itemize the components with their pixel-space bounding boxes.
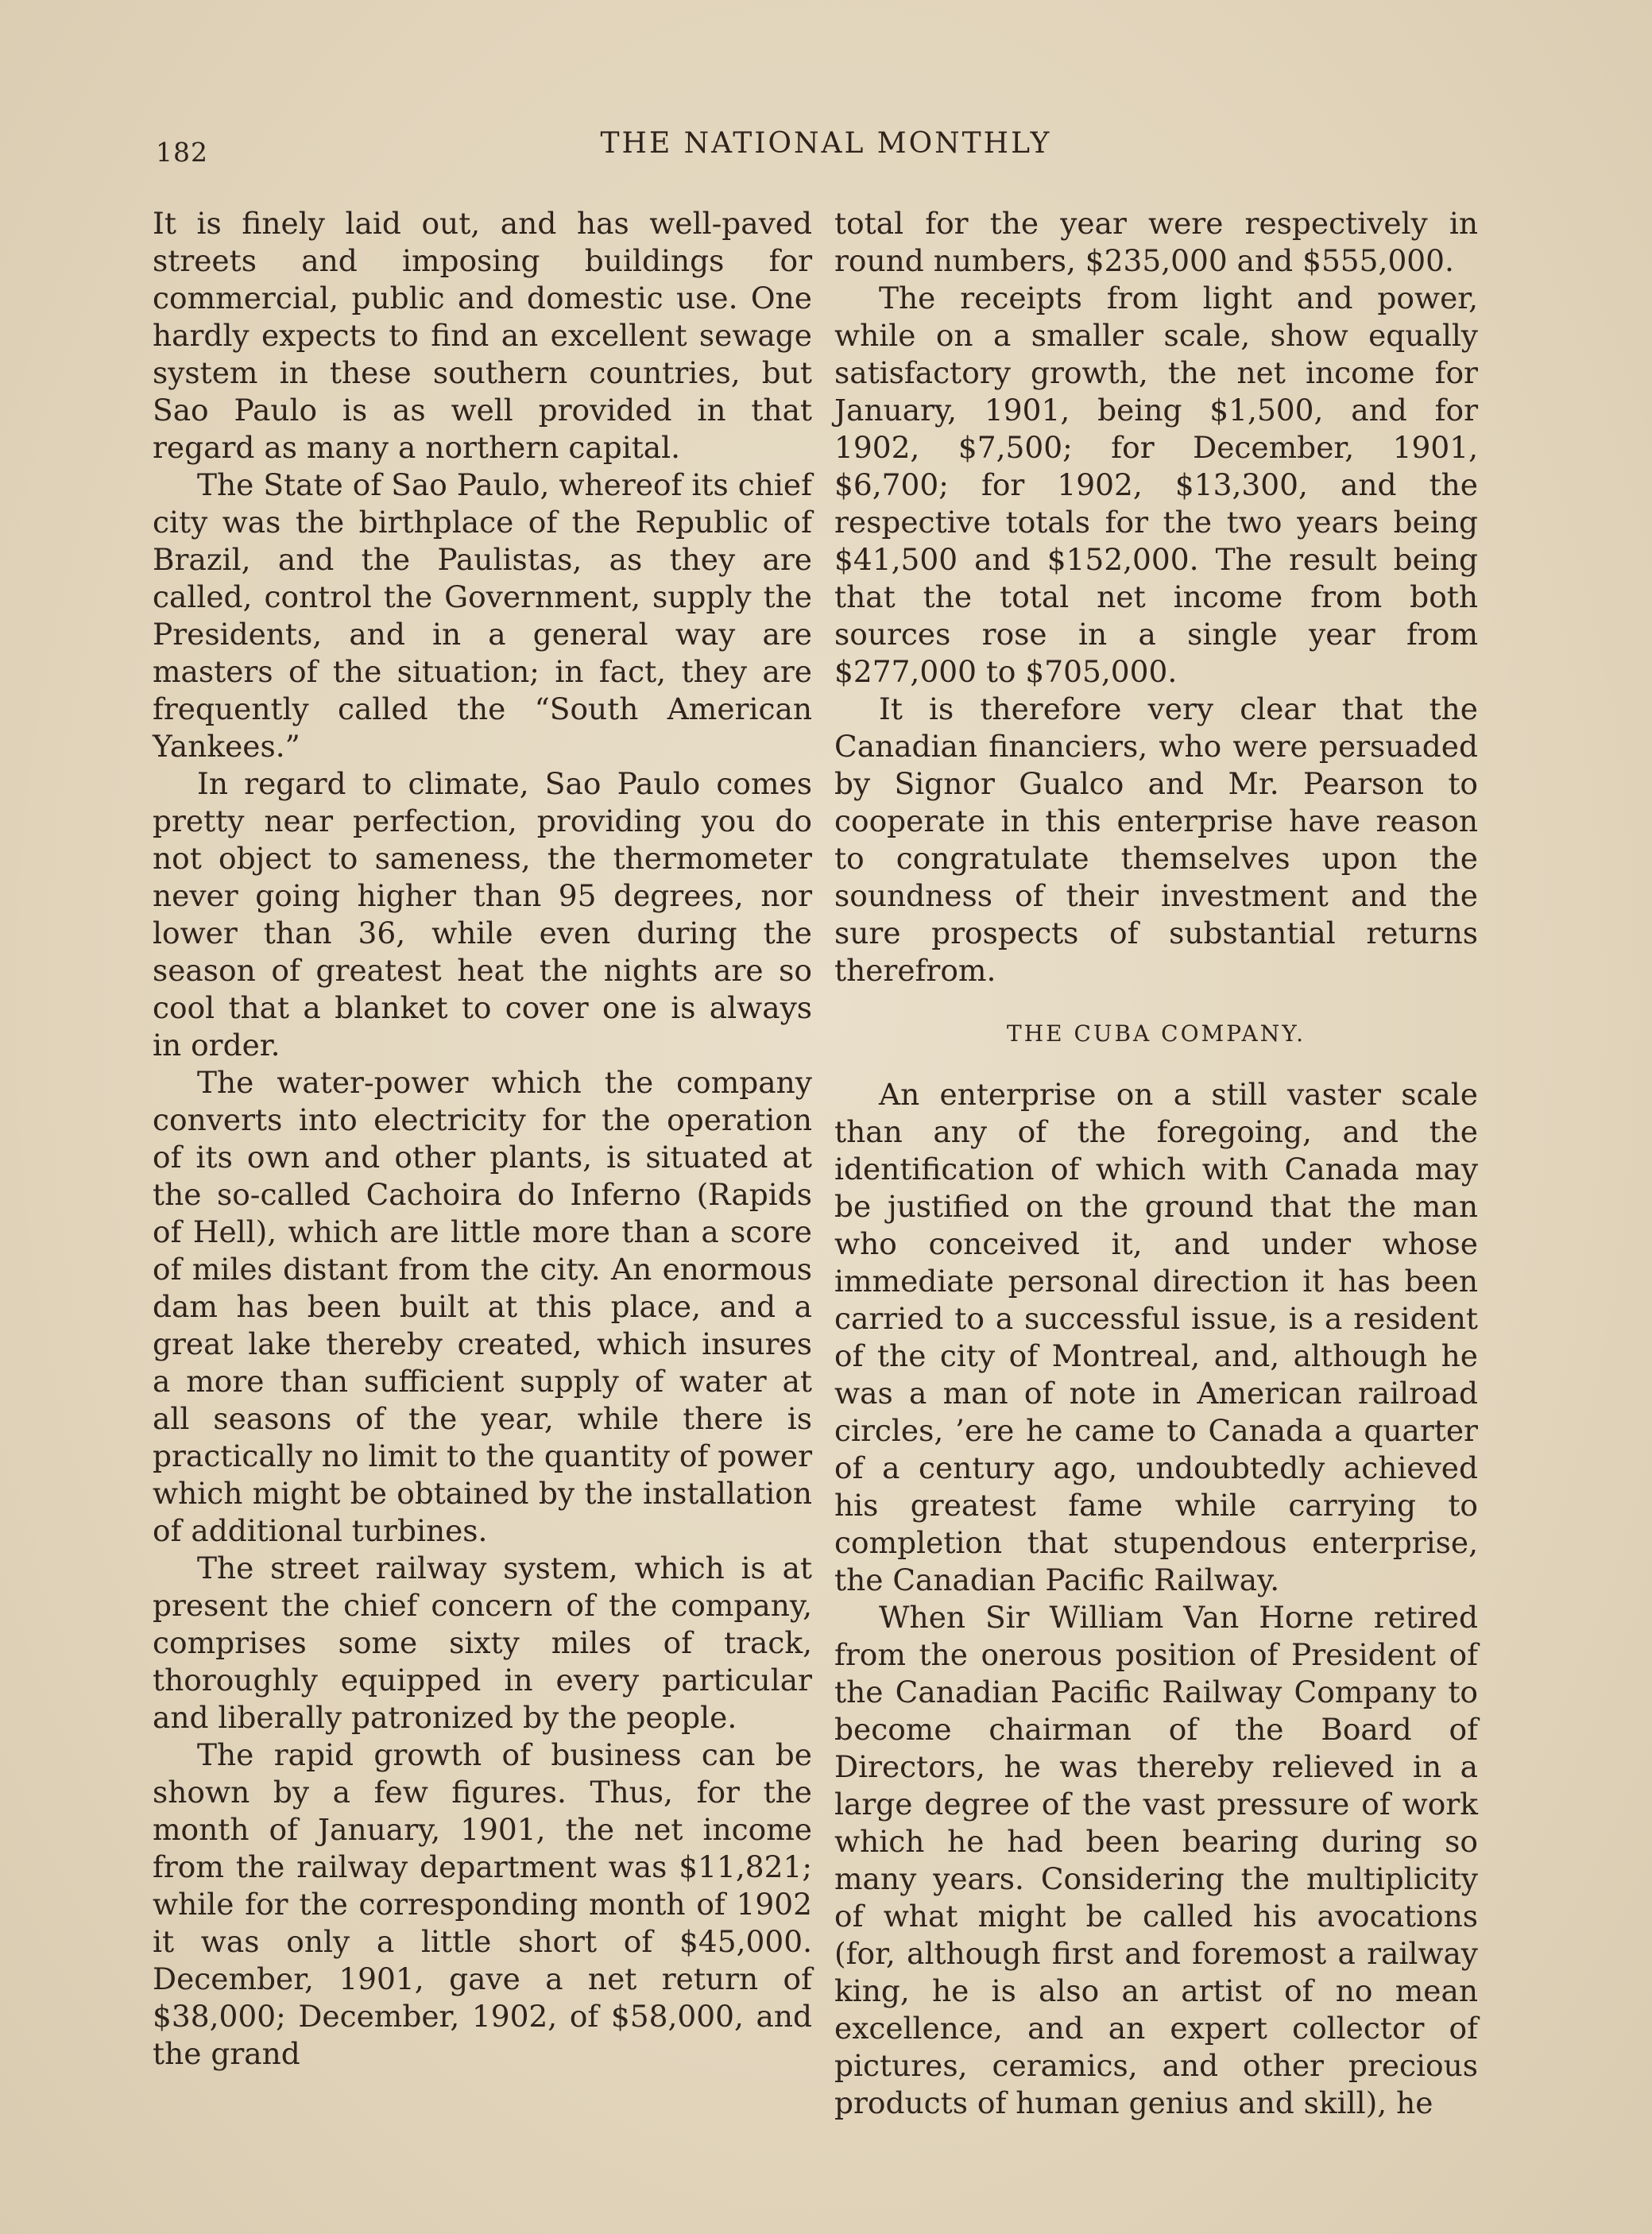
right-column [834, 205, 1478, 2122]
paragraph-vaster-enterprise: An enterprise on a still vaster scale than any of the foregoing, and the identification of which with Canada may be justified on the ground that the man who conceived it, and under whose immediate personal direction it has been carried to a successful issue, is a resident of the city of Montreal, and, although he was a man of note in American railroad circles, ’ere he came to Canada a quarter of a century ago, undoubtedly achieved his greatest fame while carrying to completion that stupendous enterprise, the Canadian Pacific Railway. [834, 1077, 1478, 1597]
running-head: THE NATIONAL MONTHLY [600, 127, 1052, 160]
paragraph-state-of-sao-paulo: The State of Sao Paulo, whereof its chief city was the birthplace of the Republic of Brazil, and the Paulistas, as they are called, control the Government, supply the Presidents, and in a general way are masters of the situation; in fact, they are frequently called the “South American Yankees.” [153, 467, 812, 764]
paragraph-van-horne: When Sir William Van Horne retired from the onerous position of President of the Canadian Pacific Railway Company to become chairman of the Board of Directors, he was thereby relieved in a large degree of the vast pressure of work which he had been bearing during so many years. Considering the multiplicity of what might be called his avocations (for, although first and foremost a railway king, he is also an artist of no mean excellence, and an expert collector of pictures, ceramics, and other precious products of human genius and skill), he [834, 1600, 1478, 2120]
paragraph-growth-figures: The rapid growth of business can be shown by a few figures. Thus, for the month of January, 1901, the net income from the railway department was $11,821; while for the corresponding month of 1902 it was only a little short of $45,000. December, 1901, gave a net return of $38,000; December, 1902, of $58,000, and the grand [153, 1737, 812, 2071]
section-heading-cuba-company: THE CUBA COMPANY. [1007, 1020, 1306, 1047]
paragraph-sao-paulo-city: It is finely laid out, and has well-paved streets and imposing buildings for commercial, public and domestic use. One hardly expects to find an excellent sewage system in these southern countries, but Sao Paulo is as well provided in that regard as many a northern capital. [153, 206, 812, 465]
paragraph-light-and-power: The receipts from light and power, while on a smaller scale, show equally satisfactory growth, the net income for January, 1901, being $1,500, and for 1902, $7,500; for December, 1901, $6,700; for 1902, $13,300, and the respective totals for the two years being $41,500 and $152,000. The result being that the total net income from both sources rose in a single year from $277,000 to $705,000. [834, 281, 1478, 689]
page-number: 182 [156, 137, 208, 168]
paragraph-street-railway: The street railway system, which is at present the chief concern of the company, comprises some sixty miles of track, thoroughly equipped in every particular and liberally patronized by the people. [153, 1551, 812, 1735]
paragraph-yearly-totals: total for the year were respectively in round numbers, $235,000 and $555,000. [834, 206, 1478, 278]
paragraph-canadian-financiers: It is therefore very clear that the Canadian financiers, who were persuaded by Signor Gualco and Mr. Pearson to cooperate in this enterprise have reason to congratulate themselves upon the soundness of their investment and the sure prospects of substantial returns therefrom. [834, 691, 1478, 988]
left-column [153, 205, 812, 2073]
paragraph-water-power: The water-power which the company converts into electricity for the operation of its own and other plants, is situated at the so-called Cachoira do Inferno (Rapids of Hell), which are little more than a score of miles distant from the city. An enormous dam has been built at this place, and a great lake thereby created, which insures a more than sufficient supply of water at all seasons of the year, while there is practically no limit to the quantity of power which might be obtained by the installation of additional turbines. [153, 1065, 812, 1548]
paragraph-climate: In regard to climate, Sao Paulo comes pretty near perfection, providing you do not object to sameness, the thermometer never going higher than 95 degrees, nor lower than 36, while even during the season of greatest heat the nights are so cool that a blanket to cover one is always in order. [153, 766, 812, 1063]
